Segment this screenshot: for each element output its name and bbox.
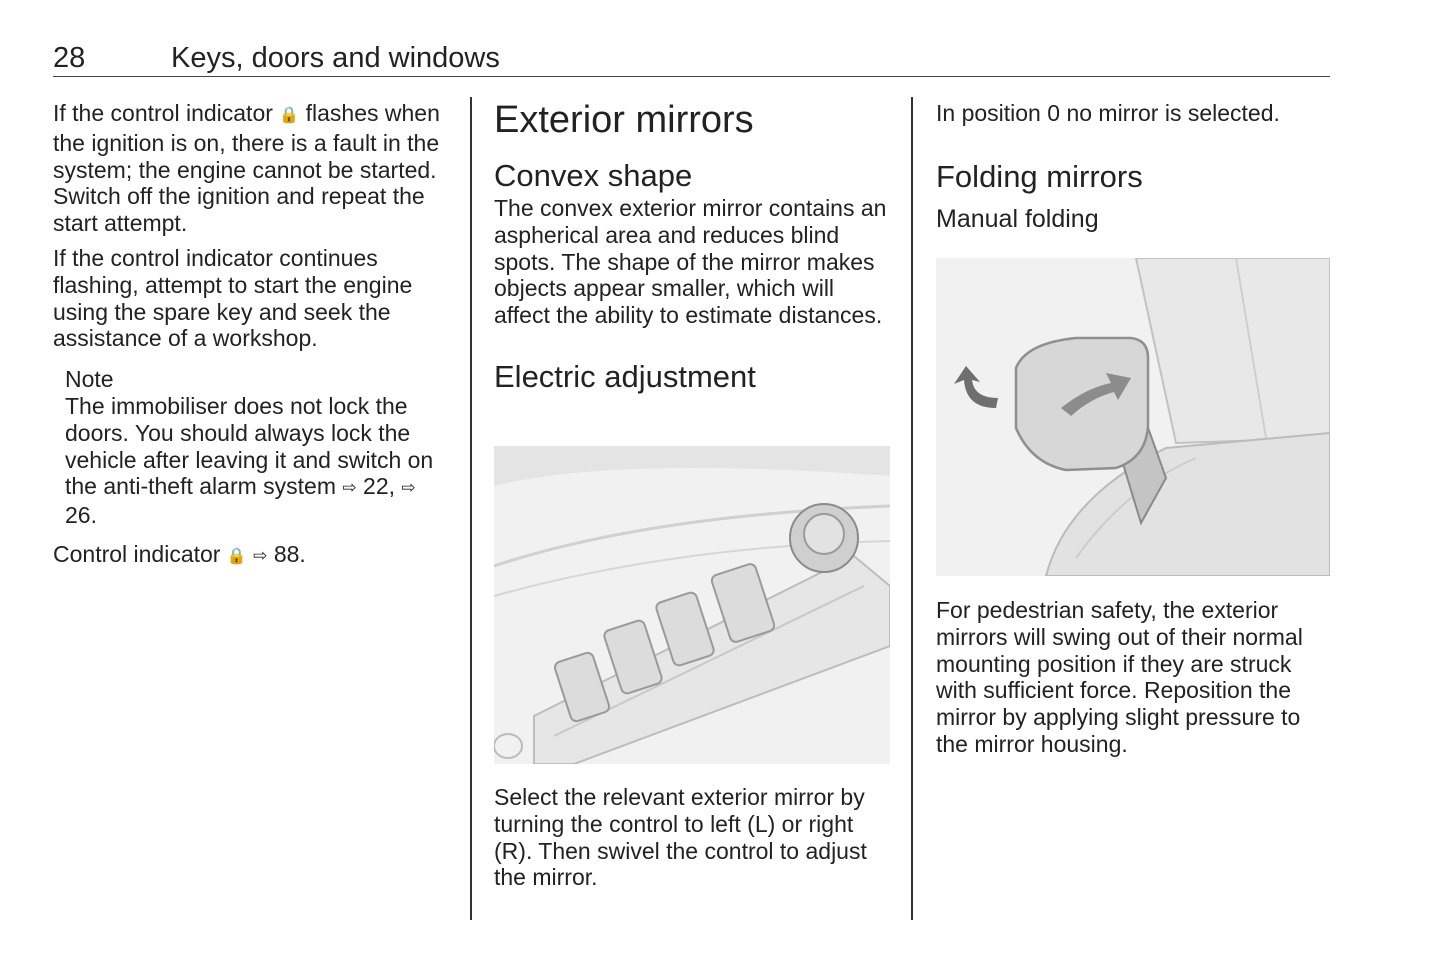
immobiliser-lock-icon: 🔒 — [279, 107, 300, 124]
page-number: 28 — [53, 42, 86, 74]
note-box — [65, 366, 453, 529]
page-reference-link[interactable]: 22, — [363, 473, 396, 500]
select-mirror-text: Select the relevant exterior mirror by turning the control to left (L) or right (R). Then swivel the control to adjust the mirror. — [494, 784, 867, 891]
column-divider-1 — [470, 97, 472, 920]
chapter-title: Keys, doors and windows — [171, 42, 500, 74]
immobiliser-lock-icon: 🔒 — [226, 547, 247, 565]
section-title: Exterior mirrors — [494, 99, 754, 141]
note-text: The immobiliser does not lock the doors. You should always lock the vehicle after leaving it and switch on the anti-theft alarm system ⇨ 22, ⇨ 26. — [65, 392, 434, 529]
electric-adjustment-illustration — [494, 446, 890, 764]
control-indicator-flash-paragraph: If the control indicator 🔒 flashes when the ignition is on, there is a fault in the system; the engine cannot be started. Switch off the ignition and repeat the start attempt. — [53, 100, 440, 237]
position-zero-text: In position 0 no mirror is selected. — [936, 100, 1280, 126]
note-label: Note — [65, 366, 114, 393]
pedestrian-safety-text: For pedestrian safety, the exterior mirrors will swing out of their normal mounting position if they are struck with sufficient force. Reposition the mirror by applying slight pressure to the mirror housing. — [936, 597, 1303, 757]
page-reference-arrow-icon: ⇨ — [253, 545, 268, 565]
column-divider-2 — [911, 97, 913, 920]
left-control-label: (L) — [747, 810, 776, 837]
manual-folding-illustration — [936, 258, 1330, 576]
position-zero-label: 0 — [1047, 100, 1061, 126]
electric-adjustment-description — [494, 784, 894, 891]
continued-flashing-paragraph: If the control indicator continues flashing, attempt to start the engine using the spare key and seek the assistance of a workshop. — [53, 244, 413, 352]
folding-mirrors-heading: Folding mirrors — [936, 158, 1143, 194]
column-left — [53, 100, 453, 571]
page-reference-arrow-icon: ⇨ — [342, 478, 357, 498]
convex-shape-text: The convex exterior mirror contains an aspherical area and reduces blind spots. The shape of the mirror makes objects appear smaller, which will affect the ability to estimate distances. — [494, 195, 887, 329]
right-control-label: (R) — [494, 837, 526, 864]
page-reference-link[interactable]: 26. — [65, 502, 97, 529]
pedestrian-safety-block — [936, 597, 1336, 758]
page-header — [53, 40, 1330, 77]
manual-folding-heading: Manual folding — [936, 204, 1099, 233]
control-indicator-reference: Control indicator 🔒 ⇨ 88. — [53, 541, 453, 571]
electric-adjustment-heading: Electric adjustment — [494, 358, 756, 394]
column-right — [936, 100, 1336, 233]
page-reference-arrow-icon: ⇨ — [401, 478, 416, 498]
column-middle — [494, 100, 894, 394]
convex-shape-heading: Convex shape — [494, 158, 693, 193]
page-reference-link[interactable]: 88. — [273, 540, 306, 567]
